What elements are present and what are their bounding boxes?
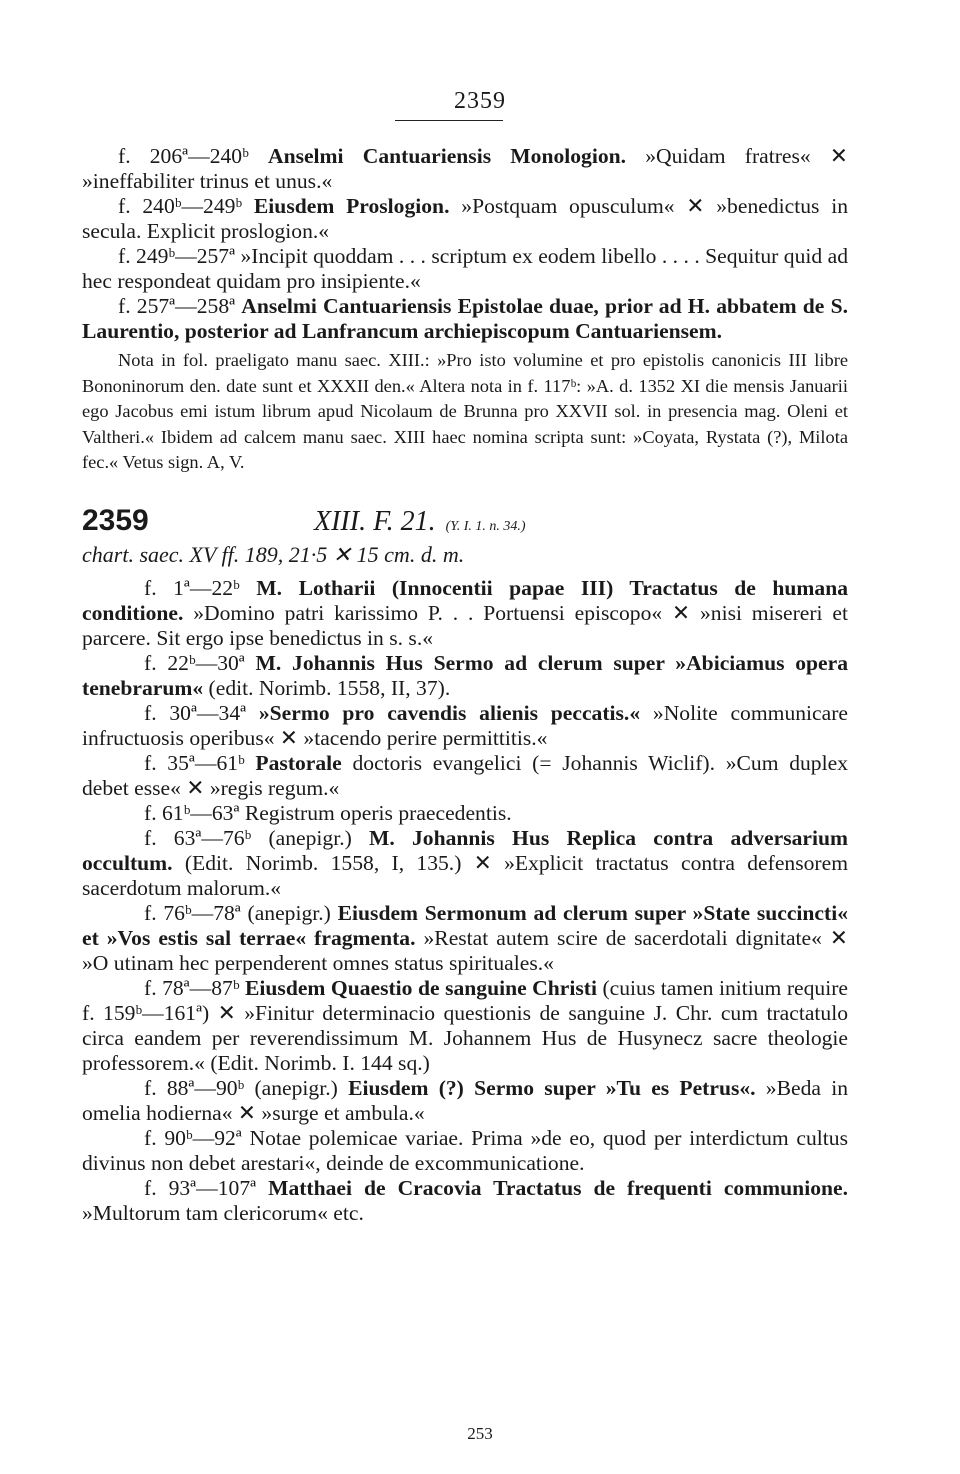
previous-manuscript-contents xyxy=(82,144,848,1226)
shelf-signature: XIII. F. 21. xyxy=(314,505,436,537)
physical-description: chart. saec. XV ff. 189, 21·5 ✕ 15 cm. d. m. xyxy=(82,541,465,567)
entry-incipit-quoddam: f. 249ᵇ—257ª »Incipit quoddam . . . scriptum ex eodem libello . . . . Sequitur quid ad hec respondeat quidam pro insipiente.« xyxy=(82,244,848,293)
old-signature: (Y. I. 1. n. 34.) xyxy=(445,518,526,534)
manuscript-heading xyxy=(82,504,848,538)
entry-epistolae-duae: f. 257ª—258ª Anselmi Cantuariensis Epistolae duae, prior ad H. abbatem de S. Laurentio, posterior ad Lanfrancum archiepiscopum Cantuariensem. xyxy=(82,294,848,343)
entry-pastorale: f. 35ª—61ᵇ Pastorale doctoris evangelici (= Johannis Wiclif). »Cum duplex debet esse« ✕ »regis regum.« xyxy=(82,750,848,800)
folio-number: 253 xyxy=(467,1424,493,1443)
entry-hus-replica: f. 63ª—76ᵇ (anepigr.) M. Johannis Hus Replica contra adversarium occultum. (Edit. Norimb. 1558, I, 135.) ✕ »Explicit tractatus contra defensorem sacerdotum malorum.« xyxy=(82,825,849,900)
entry-monologion: f. 206ª—240ᵇ Anselmi Cantuariensis Monologion. »Quidam fratres« ✕ »ineffabiliter trinus et unus.« xyxy=(82,144,848,193)
entry-matthaeus-cracovia: f. 93ª—107ª Matthaei de Cracovia Tractatus de frequenti communione. »Multorum tam clericorum« etc. xyxy=(82,1175,848,1225)
entry-quaestio-sanguine: f. 78ª—87ᵇ Eiusdem Quaestio de sanguine Christi (cuius tamen initium require f. 159ᵇ—161ª) ✕ »Finitur determinacio questionis de sanguine J. Chr. cum tractatulo circa eandem per reverendissimum M. Johannem Hus de Husynecz sacre theologie professorem.« (Edit. Norimb. I. 144 sq.) xyxy=(82,975,848,1075)
running-page-number: 2359 xyxy=(454,88,506,114)
provenance-note: Nota in fol. praeligato manu saec. XIII.: »Pro isto volumine et pro epistolis canonicis III libre Bononinorum den. date sunt et XXXII den.« Altera nota in f. 117ᵇ: »A. d. 1352 XI die mensis Januarii ego Jacobus emi istum librum apud Nicolaum de Brunna pro XXVII sol. in presencia mag. Oleni et Valtheri.« Ibidem ad calcem manu saec. XIII haec nomina scripta sunt: »Coyata, Rystata (?), Milota fec.« Vetus sign. A, V. xyxy=(82,350,848,472)
entry-sermo-cavendis: f. 30ª—34ª »Sermo pro cavendis alienis peccatis.« »Nolite communicare infructuosis operibus« ✕ »tacendo perire permittitis.« xyxy=(82,700,848,750)
entry-registrum: f. 61ᵇ—63ª Registrum operis praecedentis. xyxy=(144,800,512,825)
entry-notae-polemicae: f. 90ᵇ—92ª Notae polemicae variae. Prima »de eo, quod per interdictum cultus divinus non debet arestari«, deinde de excommunicatione. xyxy=(82,1125,849,1175)
entry-hus-sermo-abiciamus: f. 22ᵇ—30ª M. Johannis Hus Sermo ad clerum super »Abiciamus opera tenebrarum« (edit. Norimb. 1558, II, 37). xyxy=(82,650,848,700)
entry-sermonum-fragmenta: f. 76ᵇ—78ª (anepigr.) Eiusdem Sermonum ad clerum super »State succincti« et »Vos estis sal terrae« fragmenta. »Restat autem scire de sacerdotali dignitate« ✕ »O utinam hec perpenderent omnes status spirituales.« xyxy=(82,900,849,975)
entry-lotharius: f. 1ª—22ᵇ M. Lotharii (Innocentii papae III) Tractatus de humana conditione. »Domino patri karissimo P. . . Portuensi episcopo« ✕ »nisi misereri et parcere. Sit ergo ipse benedictus in s. s.« xyxy=(82,575,848,650)
header-rule xyxy=(395,120,503,121)
manuscript-number: 2359 xyxy=(82,503,149,537)
entry-proslogion: f. 240ᵇ—249ᵇ Eiusdem Proslogion. »Postquam opusculum« ✕ »benedictus in secula. Explicit proslogion.« xyxy=(82,194,848,243)
entry-sermo-petrus: f. 88ª—90ᵇ (anepigr.) Eiusdem (?) Sermo super »Tu es Petrus«. »Beda in omelia hodierna« ✕ »surge et ambula.« xyxy=(82,1075,849,1125)
